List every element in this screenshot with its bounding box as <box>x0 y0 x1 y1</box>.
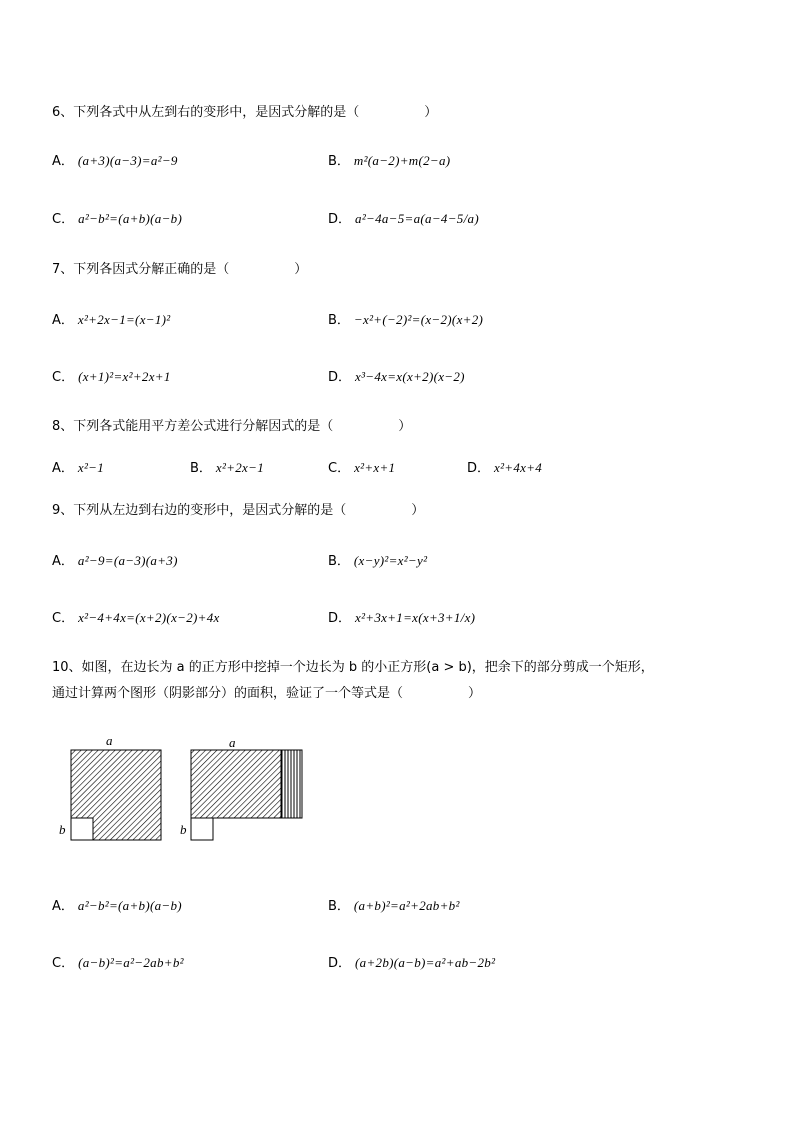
q8-option-b[interactable] <box>190 457 264 476</box>
option-expr: x²−1 <box>77 460 105 475</box>
question-10-stem-line1: 10、如图，在边长为 a 的正方形中挖掉一个边长为 b 的小正方形(a > b)，把余下的部分剪成一个矩形， <box>52 660 654 675</box>
option-label: A． <box>52 899 74 914</box>
option-expr: (a+3)(a−3)=a²−9 <box>77 153 178 168</box>
q8-option-a[interactable] <box>52 457 104 476</box>
option-label: B． <box>328 554 350 569</box>
option-expr: x²+4x+4 <box>494 460 543 475</box>
q6-option-b[interactable] <box>328 150 450 169</box>
option-expr: (x−y)²=x²−y² <box>353 553 428 568</box>
option-label: C． <box>52 956 75 971</box>
option-label: D． <box>328 370 352 385</box>
q8-option-d[interactable] <box>467 457 542 476</box>
option-label: C． <box>328 461 351 476</box>
option-label: D． <box>328 212 352 227</box>
option-label: B． <box>190 461 212 476</box>
q9-option-a[interactable] <box>52 550 178 569</box>
option-expr: a²−b²=(a+b)(a−b) <box>77 898 182 913</box>
option-expr: x²−4+4x=(x+2)(x−2)+4x <box>78 610 220 625</box>
q7-option-d[interactable] <box>328 366 465 385</box>
option-expr: m²(a−2)+m(2−a) <box>353 153 451 168</box>
question-10-stem-line2: 通过计算两个图形（阴影部分）的面积，验证了一个等式是（ ） <box>52 686 482 701</box>
q7-option-c[interactable] <box>52 366 171 385</box>
q10-option-a[interactable] <box>52 895 182 914</box>
q10-option-b[interactable] <box>328 895 460 914</box>
small-square-removed <box>71 818 93 840</box>
label-b-right: b <box>180 822 187 837</box>
option-expr: (a−b)²=a²−2ab+b² <box>78 955 184 970</box>
option-label: B． <box>328 154 350 169</box>
option-label: D． <box>328 956 352 971</box>
option-label: B． <box>328 313 350 328</box>
option-expr: a²−9=(a−3)(a+3) <box>77 553 178 568</box>
option-label: C． <box>52 212 75 227</box>
option-expr: x²+x+1 <box>354 460 396 475</box>
option-expr: x²+3x+1=x(x+3+1/x) <box>355 610 476 625</box>
q6-option-a[interactable] <box>52 150 178 169</box>
question-7-stem: 7、下列各因式分解正确的是（ ） <box>52 262 308 277</box>
option-label: C． <box>52 611 75 626</box>
question-10-figure <box>50 730 320 845</box>
label-a-right: a <box>229 735 236 750</box>
option-label: A． <box>52 554 74 569</box>
q7-option-b[interactable] <box>328 309 483 328</box>
option-expr: (a+2b)(a−b)=a²+ab−2b² <box>355 955 496 970</box>
question-8-stem: 8、下列各式能用平方差公式进行分解因式的是（ ） <box>52 419 412 434</box>
q9-option-b[interactable] <box>328 550 427 569</box>
option-label: A． <box>52 313 74 328</box>
option-expr: −x²+(−2)²=(x−2)(x+2) <box>353 312 484 327</box>
option-label: D． <box>328 611 352 626</box>
option-label: D． <box>467 461 491 476</box>
label-b-left: b <box>59 822 66 837</box>
option-expr: x²+2x−1=(x−1)² <box>77 312 171 327</box>
q10-option-c[interactable] <box>52 952 184 971</box>
option-expr: (x+1)²=x²+2x+1 <box>78 369 171 384</box>
question-6-stem: 6、下列各式中从左到右的变形中，是因式分解的是（ ） <box>52 105 438 120</box>
q9-option-d[interactable] <box>328 607 475 626</box>
question-9-stem: 9、下列从左边到右边的变形中，是因式分解的是（ ） <box>52 503 425 518</box>
option-expr: a²−4a−5=a(a−4−5/a) <box>355 211 479 226</box>
option-expr: x²+2x−1 <box>215 460 265 475</box>
q10-option-d[interactable] <box>328 952 495 971</box>
option-expr: x³−4x=x(x+2)(x−2) <box>355 369 465 384</box>
small-square-right <box>191 818 213 840</box>
q8-option-c[interactable] <box>328 457 395 476</box>
option-label: C． <box>52 370 75 385</box>
rearranged-rectangle-strip <box>281 750 302 818</box>
option-expr: (a+b)²=a²+2ab+b² <box>353 898 460 913</box>
rearranged-rectangle-main <box>191 750 281 818</box>
q6-option-c[interactable] <box>52 208 182 227</box>
q9-option-c[interactable] <box>52 607 220 626</box>
option-label: B． <box>328 899 350 914</box>
label-a-left: a <box>106 733 113 748</box>
q7-option-a[interactable] <box>52 309 170 328</box>
option-label: A． <box>52 154 74 169</box>
option-label: A． <box>52 461 74 476</box>
option-expr: a²−b²=(a+b)(a−b) <box>78 211 183 226</box>
q6-option-d[interactable] <box>328 208 479 227</box>
